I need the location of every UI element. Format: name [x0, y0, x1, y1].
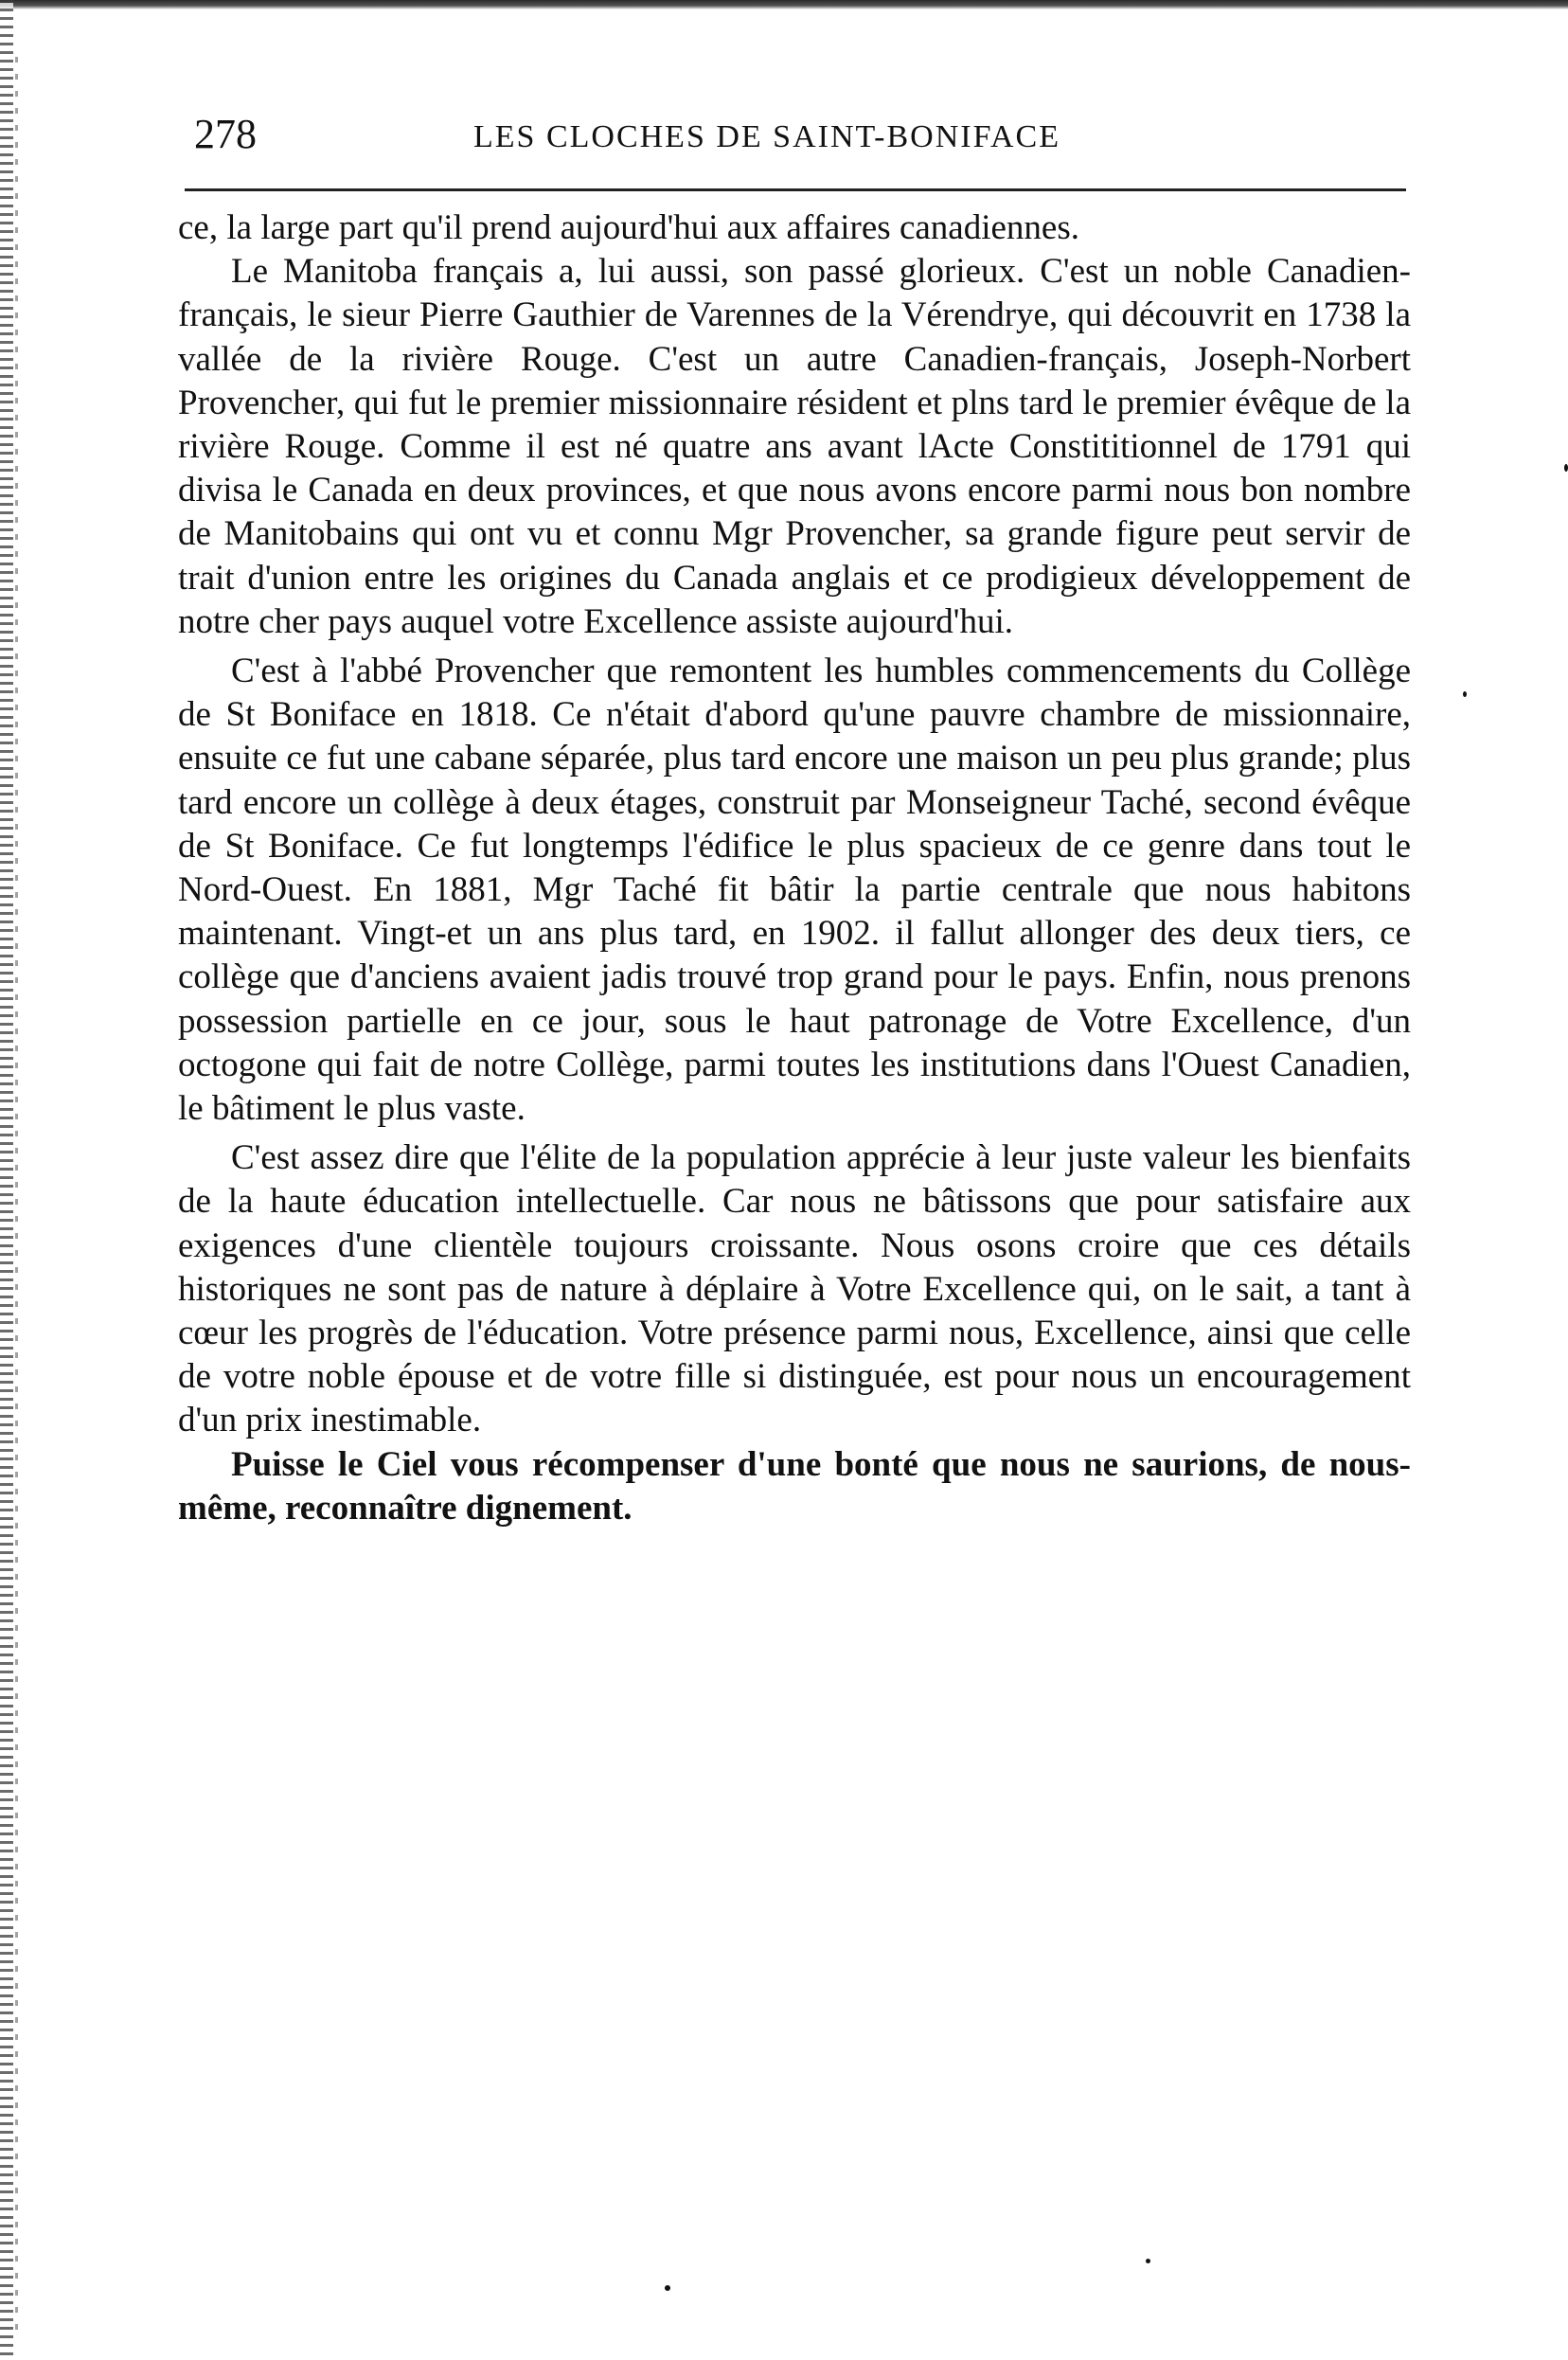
scan-left-edge	[0, 0, 13, 2360]
page-body	[178, 206, 1411, 1530]
header-rule	[185, 188, 1406, 191]
scan-speck	[1463, 691, 1467, 697]
scan-speck	[1564, 464, 1568, 472]
paragraph-education: C'est assez dire que l'élite de la population apprécie à leur juste valeur les bienfaits de la haute éducation intellectuelle. Car nous ne bâtissons que pour satisfaire aux exigences d'une clientèle toujours croissante. Nous osons croire que ces détails historiques ne sont pas de nature à déplaire à Votre Excellence qui, on le sait, a tant à cœur les progrès de l'éducation. Votre présence parmi nous, Excellence, ainsi que celle de votre noble épouse et de votre fille si distinguée, est pour nous un encouragement d'un prix inestimable.	[178, 1138, 1411, 1440]
page-header	[194, 106, 1406, 163]
running-title: LES CLOCHES DE SAINT-BONIFACE	[473, 119, 1060, 154]
scan-speck	[665, 2285, 670, 2291]
paragraph-closing: Puisse le Ciel vous récompenser d'une bonté que nous ne saurions, de nous-même, reconnaître dignement.	[178, 1444, 1411, 1528]
page-number: 278	[194, 111, 257, 157]
paragraph-continuation: ce, la large part qu'il prend aujourd'hui aux affaires canadiennes.	[178, 208, 1079, 247]
paragraph-college-history: C'est à l'abbé Provencher que remontent les humbles commencements du Collège de St Boniface en 1818. Ce n'était d'abord qu'une pauvre chambre de missionnaire, ensuite ce fut une cabane séparée, plus tard encore une maison un peu plus grande; plus tard encore un collège à deux étages, construit par Monseigneur Taché, second évêque de St Boniface. Ce fut longtemps l'édifice le plus spacieux de ce genre dans tout le Nord-Ouest. En 1881, Mgr Taché fit bâtir la partie centrale que nous habitons maintenant. Vingt-et un ans plus tard, en 1902. il fallut allonger des deux tiers, ce collège que d'anciens avaient jadis trouvé trop grand pour le pays. Enfin, nous prenons possession partielle en ce jour, sous le haut patronage de Votre Excellence, d'un octogone qui fait de notre Collège, parmi toutes les institutions dans l'Ouest Canadien, le bâtiment le plus vaste.	[178, 652, 1411, 1129]
scan-speck	[1146, 2259, 1150, 2263]
paragraph-manitoba: Le Manitoba français a, lui aussi, son passé glorieux. C'est un noble Canadien-français, le sieur Pierre Gauthier de Varennes de la Vérendrye, qui découvrit en 1738 la vallée de la rivière Rouge. C'est un autre Canadien-français, Joseph-Norbert Provencher, qui fut le premier missionnaire résident et plns tard le premier évêque de la rivière Rouge. Comme il est né quatre ans avant lActe Constititionnel de 1791 qui divisa le Canada en deux provinces, et que nous avons encore parmi nous bon nombre de Manitobains qui ont vu et connu Mgr Provencher, sa grande figure peut servir de trait d'union entre les origines du Canada anglais et ce prodigieux développement de notre cher pays auquel votre Excellence assiste aujourd'hui.	[178, 252, 1411, 641]
scan-left-edge-marks	[15, 57, 18, 2330]
scan-top-edge	[0, 0, 1568, 9]
